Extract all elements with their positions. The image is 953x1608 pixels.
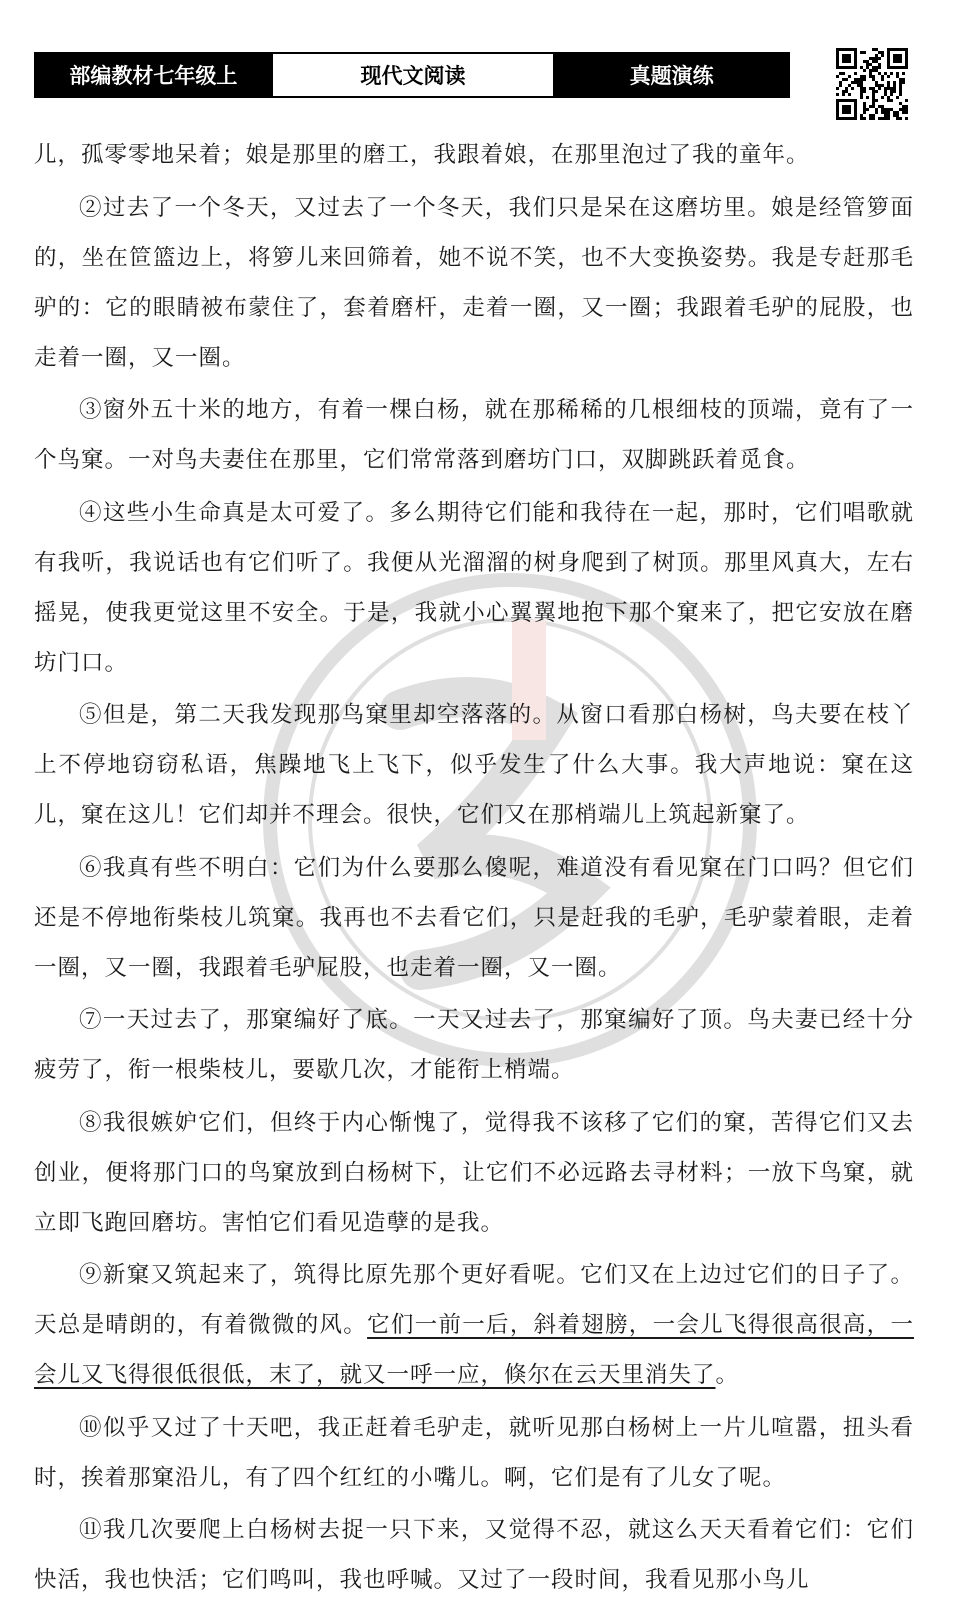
paragraph-6: ⑥我真有些不明白：它们为什么要那么傻呢，难道没有看见窠在门口吗？但它们还是不停地衔柴枝儿筑窠。我再也不去看它们，只是赶我的毛驴，毛驴蒙着眼，走着一圈，又一圈，我跟着毛驴屁股，也走着一圈，又一圈。 <box>34 854 914 981</box>
paragraph-9-before: ⑨新窠又筑起来了，筑得比原先那个更好看呢。它们又在上边过它们的日子了。天总是晴朗的，有着微微的风。 <box>34 1262 914 1338</box>
paragraph-11: ⑪我几次要爬上白杨树去捉一只下来，又觉得不忍，就这么天天看着它们：它们快活，我也快活；它们鸣叫，我也呼喊。又过了一段时间，我看见那小鸟儿 <box>34 1517 914 1593</box>
paragraph-4: ④这些小生命真是太可爱了。多么期待它们能和我待在一起，那时，它们唱歌就有我听，我说话也有它们听了。我便从光溜溜的树身爬到了树顶。那里风真大，左右摇晃，使我更觉这里不安全。于是，我就小心翼翼地抱下那个窠来了，把它安放在磨坊门口。 <box>34 499 914 676</box>
paragraph-5: ⑤但是，第二天我发现那鸟窠里却空落落的。从窗口看那白杨树，鸟夫要在枝丫上不停地窃窃私语，焦躁地飞上飞下，似乎发生了什么大事。我大声地说：窠在这儿，窠在这儿！它们却并不理会。很快，它们又在那梢端儿上筑起新窠了。 <box>34 702 914 828</box>
paragraph-3: ③窗外五十米的地方，有着一棵白杨，就在那稀稀的几根细枝的顶端，竟有了一个鸟窠。一对鸟夫妻住在那里，它们常常落到磨坊门口，双脚跳跃着觅食。 <box>34 397 914 473</box>
header-subject-label: 现代文阅读 <box>271 54 556 96</box>
paragraph-7: ⑦一天过去了，那窠编好了底。一天又过去了，那窠编好了顶。鸟夫妻已经十分疲劳了，衔一根柴枝儿，要歇几次，才能衔上梢端。 <box>34 1007 914 1083</box>
header-bar <box>34 52 790 98</box>
paragraph-9 <box>34 1250 914 1400</box>
paragraph-10: ⑩似乎又过了十天吧，我正赶着毛驴走，就听见那白杨树上一片儿喧嚣，扭头看时，挨着那窠沿儿，有了四个红红的小嘴儿。啊，它们是有了儿女了呢。 <box>34 1414 914 1491</box>
qr-code-icon <box>836 48 908 120</box>
paragraph-1: 儿，孤零零地呆着；娘是那里的磨工，我跟着娘，在那里泡过了我的童年。 <box>34 142 810 168</box>
underlined-sentence: 它们一前一后，斜着翅膀，一会儿飞得很高很高，一会儿又飞得很低很低，末了，就又一呼一应，倏尔在云天里消失了 <box>34 1312 914 1388</box>
article-body <box>34 130 914 1608</box>
paragraph-8: ⑧我很嫉妒它们，但终于内心惭愧了，觉得我不该移了它们的窠，苦得它们又去创业，便将那门口的鸟窠放到白杨树下，让它们不必远路去寻材料；一放下鸟窠，就立即飞跑回磨坊。害怕它们看见造孽的是我。 <box>34 1109 914 1236</box>
paragraph-9-after: 。 <box>715 1362 740 1388</box>
header-section-label: 真题演练 <box>555 54 788 96</box>
header-grade-label: 部编教材七年级上 <box>36 54 271 96</box>
paragraph-2: ②过去了一个冬天，又过去了一个冬天，我们只是呆在这磨坊里。娘是经管箩面的，坐在笸篮边上，将箩儿来回筛着，她不说不笑，也不大变换姿势。我是专赶那毛驴的：它的眼睛被布蒙住了，套着磨杆，走着一圈，又一圈；我跟着毛驴的屁股，也走着一圈，又一圈。 <box>34 194 914 371</box>
